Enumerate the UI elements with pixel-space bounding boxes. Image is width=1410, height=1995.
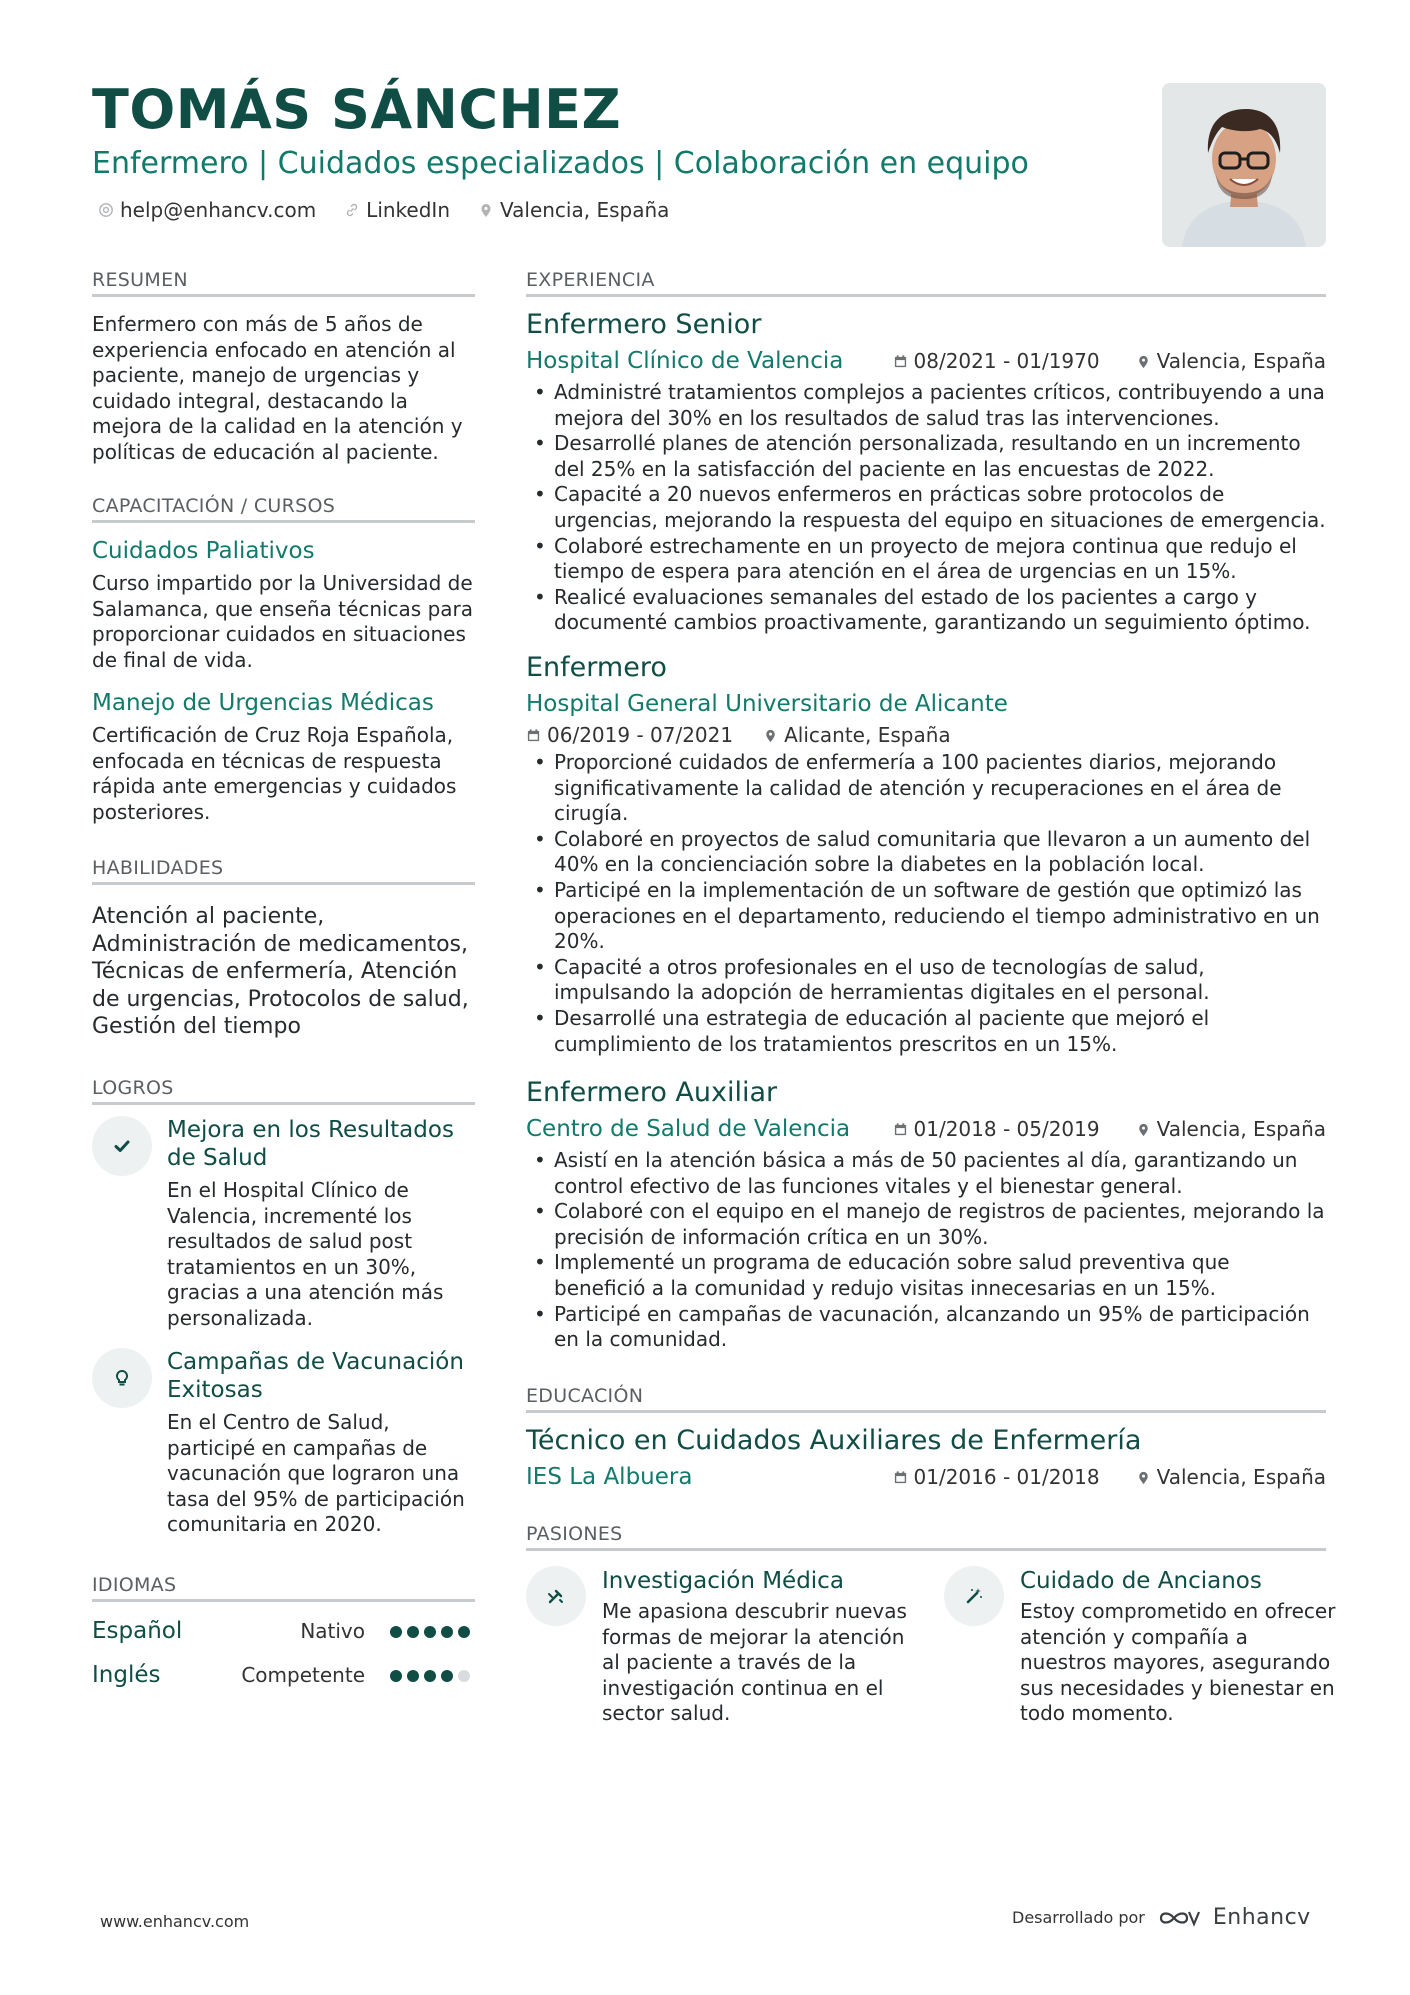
powered-by-text: Desarrollado por <box>1012 1908 1145 1927</box>
language-name: Español <box>92 1618 183 1644</box>
course-item <box>92 536 475 673</box>
calendar-icon <box>893 1122 908 1137</box>
job-dates: 08/2021 - 01/1970 <box>913 349 1100 373</box>
language-rating <box>390 1626 470 1638</box>
job-bullets <box>526 380 1326 636</box>
job-dates: 01/2018 - 05/2019 <box>913 1117 1100 1141</box>
lightbulb-icon <box>92 1348 152 1408</box>
enhancv-logo-icon <box>1157 1907 1201 1929</box>
rating-dot <box>390 1626 402 1638</box>
achievement-description: En el Centro de Salud, participé en campañas de vacunación que lograron una tasa del 95% de participación comunitaria en 2020. <box>167 1410 465 1537</box>
job-bullet: • Colaboré en proyectos de salud comunitaria que llevaron a un aumento del 40% en la concienciación sobre la diabetes en la población local. <box>526 827 1326 878</box>
job-location: Valencia, España <box>1156 349 1326 373</box>
rating-dot <box>441 1670 453 1682</box>
passion-title: Cuidado de Ancianos <box>1020 1568 1262 1594</box>
language-rating <box>390 1670 470 1682</box>
calendar-icon <box>526 728 541 743</box>
job-bullet: • Capacité a otros profesionales en el uso de tecnologías de salud, impulsando la adopción de herramientas digitales en el personal. <box>526 955 1326 1006</box>
language-level: Competente <box>241 1663 365 1687</box>
brand-name: Enhancv <box>1212 1905 1311 1930</box>
section-divider <box>92 1102 475 1105</box>
job-bullets <box>526 1148 1326 1353</box>
job-entry <box>526 651 1326 1057</box>
education-school: IES La Albuera <box>526 1464 693 1490</box>
skills-text: Atención al paciente, Administración de medicamentos, Técnicas de enfermería, Atención de urgencias, Protocolos de salud, Gestión del tiempo <box>92 904 469 1039</box>
job-entry <box>526 308 1326 636</box>
contact-bar <box>98 197 669 223</box>
calendar-icon <box>893 354 908 369</box>
language-row <box>92 1660 475 1690</box>
job-dates: 06/2019 - 07/2021 <box>547 723 734 747</box>
check-icon <box>92 1116 152 1176</box>
course-description: Certificación de Cruz Roja Española, enfocada en técnicas de respuesta rápida ante emergencias y cuidados posteriores. <box>92 723 457 824</box>
job-bullet: • Desarrollé planes de atención personalizada, resultando en un incremento del 25% en la satisfacción del paciente en las encuestas de 2022. <box>526 431 1326 482</box>
rating-dot <box>458 1626 470 1638</box>
contact-linkedin-text: LinkedIn <box>366 198 450 222</box>
job-bullet: • Realicé evaluaciones semanales del estado de los pacientes a cargo y documenté cambios proactivamente, garantizando un seguimiento óptimo. <box>526 585 1326 636</box>
contact-location-text: Valencia, España <box>500 198 670 222</box>
language-level: Nativo <box>300 1619 365 1643</box>
achievement-title: Campañas de Vacunación Exitosas <box>167 1349 464 1403</box>
passion-description: Estoy comprometido en ofrecer atención y compañía a nuestros mayores, asegurando sus necesidades y bienestar en todo momento. <box>1020 1599 1336 1726</box>
profile-photo <box>1162 83 1326 247</box>
rating-dot <box>390 1670 402 1682</box>
footer-branding <box>1012 1905 1311 1930</box>
rating-dot <box>407 1670 419 1682</box>
section-divider <box>526 294 1326 297</box>
job-bullet: • Capacité a 20 nuevos enfermeros en prácticas sobre protocolos de urgencias, mejorando la respuesta del equipo en situaciones de emergencia. <box>526 482 1326 533</box>
job-company: Hospital Clínico de Valencia <box>526 348 844 374</box>
job-bullet: • Implementé un programa de educación sobre salud preventiva que benefició a la comunidad y redujo visitas innecesarias en un 15%. <box>526 1250 1326 1301</box>
section-title-achievements: LOGROS <box>92 1077 174 1099</box>
section-title-experience: EXPERIENCIA <box>526 269 655 291</box>
section-title-education: EDUCACIÓN <box>526 1385 644 1407</box>
section-title-skills: HABILIDADES <box>92 857 224 879</box>
candidate-headline: Enfermero | Cuidados especializados | Colaboración en equipo <box>92 146 1029 181</box>
job-role: Enfermero Senior <box>526 309 762 340</box>
job-bullets <box>526 750 1326 1057</box>
candidate-name: TOMÁS SÁNCHEZ <box>92 78 622 141</box>
course-item <box>92 688 475 825</box>
achievement-title: Mejora en los Resultados de Salud <box>167 1117 454 1171</box>
job-location: Alicante, España <box>784 723 951 747</box>
at-icon <box>98 202 114 218</box>
job-bullet: • Participé en campañas de vacunación, alcanzando un 95% de participación en la comunidad. <box>526 1302 1326 1353</box>
location-icon <box>763 728 778 743</box>
section-divider <box>526 1410 1326 1413</box>
job-meta <box>526 722 1326 748</box>
passion-item <box>526 1566 926 1746</box>
passion-description: Me apasiona descubrir nuevas formas de mejorar la atención al paciente a través de la investigación continua en el sector salud. <box>602 1599 907 1726</box>
section-title-summary: RESUMEN <box>92 269 188 291</box>
job-bullet: • Administré tratamientos complejos a pacientes críticos, contribuyendo a una mejora del 30% en los resultados de salud tras las intervenciones. <box>526 380 1326 431</box>
course-name: Cuidados Paliativos <box>92 538 315 564</box>
achievement-item <box>92 1348 475 1548</box>
calendar-icon <box>893 1470 908 1485</box>
rating-dot <box>441 1626 453 1638</box>
section-divider <box>92 1599 475 1602</box>
job-meta <box>893 348 1327 374</box>
job-bullet: • Asistí en la atención básica a más de 50 pacientes al día, garantizando un control efectivo de las funciones vitales y el bienestar general. <box>526 1148 1326 1199</box>
job-meta <box>893 1116 1327 1142</box>
location-icon <box>478 202 494 218</box>
job-role: Enfermero Auxiliar <box>526 1077 778 1108</box>
job-bullet: • Colaboré estrechamente en un proyecto de mejora continua que redujo el tiempo de espera para atención en el área de urgencias en un 15%. <box>526 534 1326 585</box>
section-title-courses: CAPACITACIÓN / CURSOS <box>92 495 336 517</box>
section-title-passions: PASIONES <box>526 1523 623 1545</box>
contact-email[interactable] <box>98 197 316 223</box>
education-meta <box>893 1464 1327 1490</box>
job-bullet: • Participé en la implementación de un software de gestión que optimizó las operaciones en el departamento, reduciendo el tiempo administrativo en un 20%. <box>526 878 1326 955</box>
magic-wand-icon <box>944 1566 1004 1626</box>
job-company: Hospital General Universitario de Alicante <box>526 691 1008 717</box>
section-divider <box>92 882 475 885</box>
education-dates: 01/2016 - 01/2018 <box>913 1465 1100 1489</box>
achievement-description: En el Hospital Clínico de Valencia, incrementé los resultados de salud post tratamientos en un 30%, gracias a una atención más personalizada. <box>167 1178 444 1330</box>
footer-website-link[interactable]: www.enhancv.com <box>100 1912 250 1931</box>
rating-dot <box>424 1626 436 1638</box>
job-entry <box>526 1076 1326 1353</box>
summary-text: Enfermero con más de 5 años de experiencia enfocado en atención al paciente, manejo de urgencias y cuidado integral, destacando la mejora de la calidad en la atención y políticas de educación al paciente. <box>92 312 463 464</box>
rating-dot <box>458 1670 470 1682</box>
link-icon <box>344 202 360 218</box>
rating-dot <box>424 1670 436 1682</box>
contact-linkedin[interactable] <box>344 197 450 223</box>
education-degree: Técnico en Cuidados Auxiliares de Enfermería <box>526 1425 1142 1456</box>
location-icon <box>1136 354 1151 369</box>
course-description: Curso impartido por la Universidad de Salamanca, que enseña técnicas para proporcionar cuidados en situaciones de final de vida. <box>92 571 474 672</box>
passion-item <box>944 1566 1344 1746</box>
section-divider <box>92 520 475 523</box>
language-name: Inglés <box>92 1662 161 1688</box>
contact-email-text: help@enhancv.com <box>120 198 317 222</box>
education-entry <box>526 1424 1326 1494</box>
language-row <box>92 1616 475 1646</box>
job-company: Centro de Salud de Valencia <box>526 1116 851 1142</box>
location-icon <box>1136 1470 1151 1485</box>
section-divider <box>526 1548 1326 1551</box>
microscope-icon <box>526 1566 586 1626</box>
passion-title: Investigación Médica <box>602 1568 844 1594</box>
education-location: Valencia, España <box>1156 1465 1326 1489</box>
course-name: Manejo de Urgencias Médicas <box>92 690 434 716</box>
rating-dot <box>407 1626 419 1638</box>
contact-location <box>478 197 669 223</box>
achievement-item <box>92 1116 475 1336</box>
section-title-languages: IDIOMAS <box>92 1574 177 1596</box>
job-role: Enfermero <box>526 652 667 683</box>
job-bullet: • Colaboré con el equipo en el manejo de registros de pacientes, mejorando la precisión de información crítica en un 30%. <box>526 1199 1326 1250</box>
section-divider <box>92 294 475 297</box>
job-bullet: • Proporcioné cuidados de enfermería a 100 pacientes diarios, mejorando significativamente la calidad de atención y recuperaciones en el área de cirugía. <box>526 750 1326 827</box>
job-location: Valencia, España <box>1156 1117 1326 1141</box>
job-bullet: • Desarrollé una estrategia de educación al paciente que mejoró el cumplimiento de los tratamientos prescritos en un 15%. <box>526 1006 1326 1057</box>
location-icon <box>1136 1122 1151 1137</box>
